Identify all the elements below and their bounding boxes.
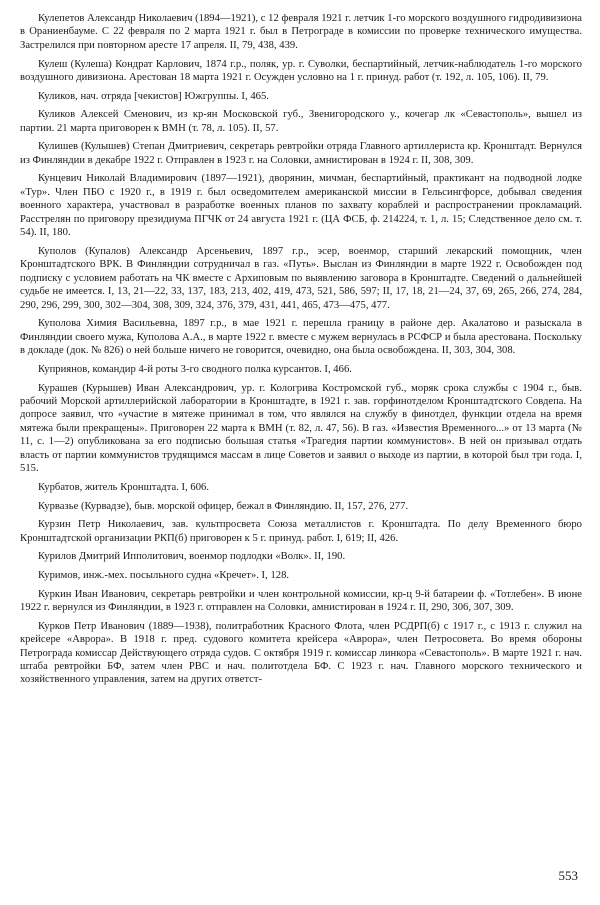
entry-kurvazye: Курвазье (Курвадзе), быв. морской офицер, бежал в Финляндию. II, 157, 276, 277. [38, 500, 409, 512]
entry-kurashev: Курашев (Курышев) Иван Александрович, ур. г. Кологрива Костромской губ., моряк срока службы с 1904 г., быв. рабочий Морской артиллерийской лаборатории в Кронштадте, в 1921 г. зав. горфинотделом Кронштадтского Совдепа. На допросе заявил, что «участие в мятеже принимал в том, что являлся на службу в финотдел, функции отдела на время мятежа были прекращены». Приговорен 22 марта к ВМН (т. 82, л. 47, 56). В газ. «Известия Временного...» от 13 марта (№ 11, с. 1—2) опубликована за его подписью большая статья «Трагедия партии коммунистов». В ней он призывал отдать власть от партии коммунистов трудящимся массам в лице Советов и заявил о выходе из партии, в которой был три года. I, 515. [20, 382, 582, 475]
entry-kuntsevich: Кунцевич Николай Владимирович (1897—1921), дворянин, мичман, беспартийный, практикант на подводной лодке «Тур». Член ПБО с 1920 г., в 1919 г. был осведомителем американской миссии в Гельсингфорсе, добывал сведения военного характера, участвовал в разработке военных планов по захвату кораблей и распространении прокламаций. Расстрелян по приговору президиума ПГЧК от 24 августа 1921 г. (ЦА ФСБ, ф. 214224, т. 1, л. 15; Следственное дело см. т. 54). II, 180. [20, 173, 582, 239]
entry-kulesh: Кулеш (Кулеша) Кондрат Карлович, 1874 г.р., поляк, ур. г. Суволки, беспартийный, летчик-наблюдатель 1-го морского воздушного дивизиона. Арестован 18 марта 1921 г. Осужден условно на 1 г. принуд. работ (т. 192, л. 105, 106). II, 79. [20, 58, 582, 83]
entry-kulikov: Куликов, нач. отряда [чекистов] Южгруппы. I, 465. [38, 90, 269, 102]
document-page [20, 12, 582, 692]
entry-kulikov-aleksey: Куликов Алексей Сменович, из кр-ян Московской губ., Звенигородского у., кочегар лк «Севастополь», вышел из партии. 21 марта приговорен к ВМН (т. 78, л. 105). II, 57. [20, 109, 582, 134]
entry-kurkin: Куркин Иван Иванович, секретарь ревтройки и член контрольной комиссии, кр-ц 9-й батареии ф. «Тотлебен». В июне 1922 г. вернулся из Финляндии, в 1923 г. отправлен на Соловки, амнистирован в 1924 г. II, 290, 306, 307, 309. [20, 588, 582, 614]
entry-kurzin: Курзин Петр Николаевич, зав. культпросвета Союза металлистов г. Кронштадта. По делу Временного бюро Кронштадтской организации РКП(б) приговорен к 5 г. принуд. работ. I, 619; II, 426. [20, 519, 582, 544]
entry-kurilov: Курилов Дмитрий Ипполитович, военмор подлодки «Волк». II, 190. [38, 551, 346, 563]
entry-kupriyanov: Куприянов, командир 4-й роты 3-го сводного полка курсантов. I, 466. [38, 363, 352, 375]
entry-kurkov: Курков Петр Иванович (1889—1938), политработник Красного Флота, член РСДРП(б) с 1917 г., с 1913 г. служил на крейсере «Аврора». В 1918 г. пред. судового комитета крейсера «Аврора», член Петросовета. Во время обороны Петрограда комиссар Действующего отряда судов. С октября 1919 г. комиссар линкора «Севастополь». В марте 1921 г. нач. штаба ревтройки БФ, затем член РВС и нач. политотдела БФ. С 1923 г. нач. Главного морского технического и хозяйственного управления, затем на других ответст- [20, 620, 582, 686]
entry-kulishev: Кулишев (Кулышев) Степан Дмитриевич, секретарь ревтройки отряда Главного артиллериста кр. Кронштадт. Вернулся из Финляндии в декабре 1922 г. Отправлен в 1923 г. на Соловки, амнистирован в 1924 г. II, 308, 309. [20, 141, 582, 166]
entry-kulepetov: Кулепетов Александр Николаевич (1894—1921), с 12 февраля 1921 г. летчик 1-го морского воздушного гидродивизиона в Ораниенбауме. С 22 февраля по 2 марта 1921 г. был в Петрограде в комиссии по проверке технического имущества. Застрелился при повторном аресте 17 апреля. II, 79, 438, 439. [20, 13, 582, 51]
entry-kupolova: Куполова Химия Васильевна, 1897 г.р., в мае 1921 г. перешла границу в районе дер. Акалатово и разыскала в Финляндии своего мужа, Куполова А.А., в марте 1922 г. вместе с мужем вернулась в РСФСР и была арестована. Поскольку в докладе (док. № 826) о ней больше ничего не говорится, очевидно, она была освобождена. II, 303, 304, 308. [20, 318, 582, 357]
entry-kurbatov: Курбатов, житель Кронштадта. I, 606. [38, 481, 210, 493]
page-number: 553 [558, 868, 578, 883]
entry-kupolov: Куполов (Купалов) Александр Арсеньевич, 1897 г.р., эсер, военмор, старший лекарский помощник, член Кронштадтского ВРК. В Финляндии сотрудничал в газ. «Путь». Выслан из Финляндии в марте 1922 г. Освобожден под подписку с условием работать на ЧК вместе с Архиповым по выявлению заговора в Кронштадте. Сведений о дальнейшей судьбе не имеется. I, 13, 21—22, 33, 137, 183, 213, 402, 419, 473, 521, 586, 597; II, 17, 18, 21—24, 37, 69, 265, 266, 274, 284, 290, 296, 299, 300, 302—304, 308, 309, 324, 376, 379, 431, 441, 465, 473—475, 477. [20, 245, 582, 311]
entry-kurimov: Куримов, инж.-мех. посыльного судна «Кречет». I, 128. [38, 569, 290, 581]
